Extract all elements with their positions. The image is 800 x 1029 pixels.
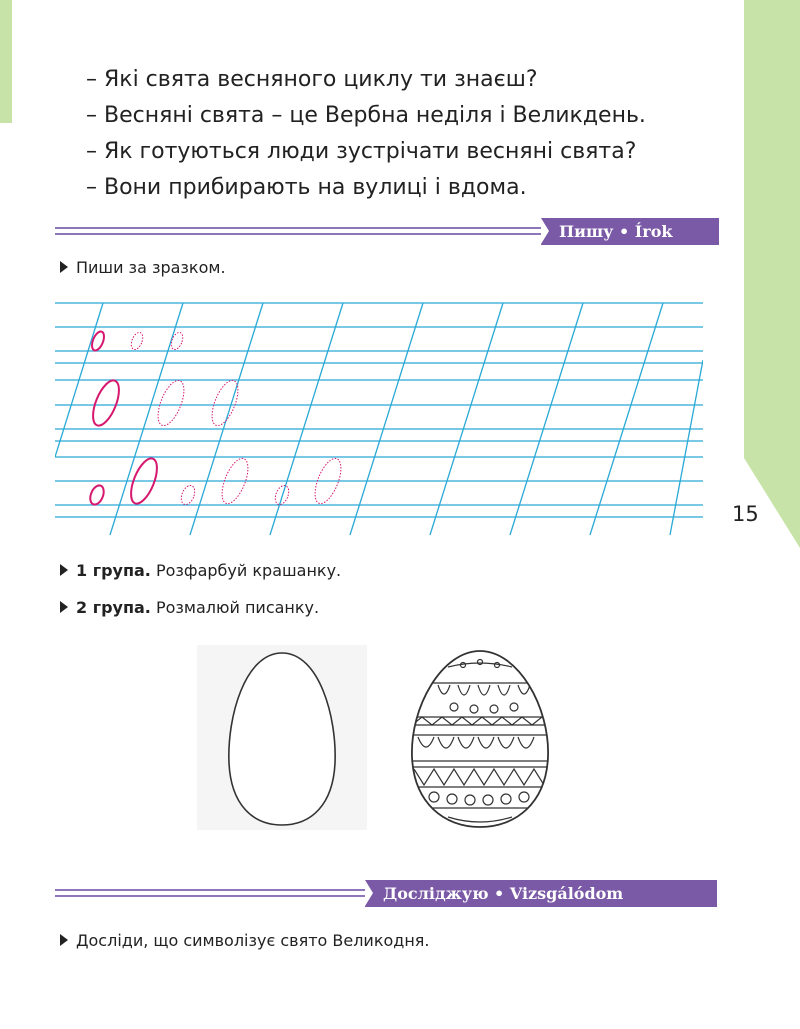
trace-letter-o — [179, 483, 198, 506]
sample-letter-o — [88, 377, 125, 429]
task-group1 — [60, 561, 341, 580]
task-group2-label: 2 група. — [76, 598, 151, 617]
sample-letter-o — [88, 483, 107, 506]
dialogue-line: – Вони прибирають на вулиці і вдома. — [86, 175, 527, 200]
section-title-write: Пишу • Írok — [541, 218, 719, 245]
trace-letter-o — [153, 377, 190, 429]
section-arrow-icon — [365, 880, 373, 906]
left-margin-strip — [0, 0, 12, 123]
dialogue-line: – Які свята весняного циклу ти знаєш? — [86, 67, 538, 92]
section-header-research — [55, 880, 717, 907]
bullet-triangle-icon — [60, 934, 68, 946]
bullet-triangle-icon — [60, 564, 68, 576]
section-arrow-icon — [541, 218, 549, 244]
task-group1-label: 1 група. — [76, 561, 151, 580]
trace-letter-o — [129, 331, 145, 351]
section-header-write — [55, 218, 717, 245]
handwriting-grid — [55, 300, 703, 536]
section-title-research: Досліджую • Vizsgálódom — [365, 880, 717, 907]
dialogue-list — [86, 62, 646, 206]
egg-outline-icon — [197, 645, 367, 830]
decorated-egg-icon — [408, 645, 553, 830]
bullet-triangle-icon — [60, 601, 68, 613]
task-group2-text: Розмалюй писанку. — [150, 598, 320, 617]
task-group1-text: Розфарбуй крашанку. — [150, 561, 342, 580]
chapter-tab — [744, 0, 800, 548]
task-write-text: Пиши за зразком. — [76, 258, 226, 277]
dialogue-line: – Весняні свята – це Вербна неділя і Великдень. — [86, 103, 646, 128]
sample-letter-o — [90, 330, 107, 352]
bullet-triangle-icon — [60, 261, 68, 273]
task-group2 — [60, 598, 319, 617]
task-write — [60, 258, 226, 277]
task-research-text: Досліди, що символізує свято Великодня. — [76, 931, 430, 950]
task-research — [60, 931, 430, 950]
dialogue-line: – Як готуються люди зустрічати весняні свята? — [86, 139, 637, 164]
page-number: 15 — [732, 502, 759, 526]
